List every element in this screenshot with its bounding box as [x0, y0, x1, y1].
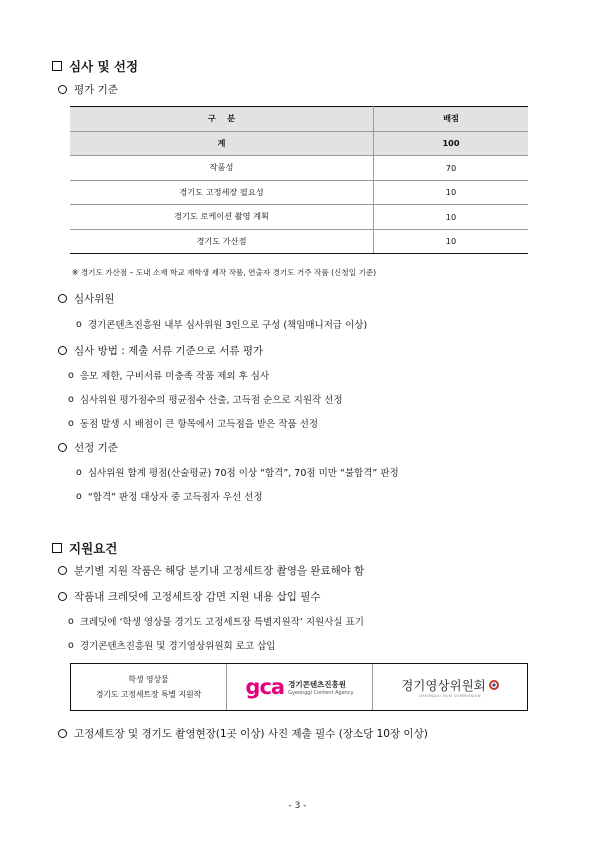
list-item — [68, 614, 364, 628]
gca-logo-mark: gca — [245, 675, 285, 699]
list-item — [68, 392, 343, 406]
circle-bullet-icon — [58, 592, 67, 601]
table-cell-score: 70 — [374, 156, 529, 181]
square-bullet-icon — [52, 61, 62, 71]
requirement-item — [58, 563, 364, 578]
table-row — [70, 180, 528, 205]
list-item-text: 심사위원 합계 평점(산술평균) 70점 이상 “합격”, 70점 미만 “불합격” 판정 — [87, 468, 399, 479]
o-bullet: o — [68, 393, 74, 405]
list-item-text: 응모 제한, 구비서류 미충족 작품 제외 후 심사 — [79, 371, 270, 382]
list-item-text: 동점 발생 시 배점이 큰 항목에서 고득점을 받은 작품 선정 — [79, 419, 319, 430]
o-bullet: o — [68, 369, 74, 381]
list-item — [68, 368, 269, 382]
eval-heading — [58, 82, 118, 97]
credit-logo-box — [70, 663, 528, 711]
section-title: 심사 및 선정 — [69, 59, 139, 74]
criteria-table — [70, 106, 528, 254]
o-bullet: o — [76, 490, 82, 502]
table-cell-item: 작품성 — [70, 156, 374, 181]
list-item-text: 심사위원 평가점수의 평균점수 산출, 고득점 순으로 지원작 선정 — [79, 395, 343, 406]
section-heading-requirements — [52, 539, 117, 557]
table-row — [70, 229, 528, 254]
section-heading-review — [52, 57, 138, 75]
table-cell-item: 경기도 고정세장 필요성 — [70, 180, 374, 205]
o-bullet: o — [76, 318, 82, 330]
circle-bullet-icon — [58, 443, 67, 452]
header-score: 배점 — [374, 107, 529, 132]
circle-bullet-icon — [58, 566, 67, 575]
credit-text-cell — [71, 664, 226, 710]
table-cell-score: 10 — [374, 229, 529, 254]
list-item — [76, 489, 263, 503]
table-cell-item: 계 — [70, 131, 374, 156]
requirement-item — [58, 589, 321, 604]
table-cell-item: 경기도 로케이션 촬영 계획 — [70, 205, 374, 230]
table-cell-score: 100 — [374, 131, 529, 156]
gfc-logo-english: GYEONGGI FILM COMMISSION — [419, 694, 481, 698]
list-item — [68, 416, 318, 430]
method-heading-text: 심사 방법 : 제출 서류 기준으로 서류 평가 — [74, 345, 264, 357]
criteria-heading-text: 선정 기준 — [74, 442, 118, 454]
requirement-item — [58, 726, 428, 741]
circle-bullet-icon — [58, 294, 67, 303]
judges-heading — [58, 291, 115, 306]
o-bullet: o — [68, 417, 74, 429]
gfc-logo-korean: 경기영상위원회 — [401, 678, 486, 693]
list-item-text: 경기콘텐츠진흥원 및 경기영상위원회 로고 삽입 — [79, 641, 276, 652]
requirement-text: 고정세트장 및 경기도 촬영현장(1곳 이상) 사진 제출 필수 (장소당 10장 이상) — [74, 728, 428, 740]
method-heading — [58, 343, 263, 358]
circle-bullet-icon — [58, 346, 67, 355]
requirement-text: 분기별 지원 작품은 해당 분기내 고정세트장 촬영을 완료해야 함 — [74, 565, 365, 577]
o-bullet: o — [68, 615, 74, 627]
circle-bullet-icon — [58, 729, 67, 738]
table-cell-score: 10 — [374, 205, 529, 230]
page-number: - 3 - — [288, 801, 307, 811]
circle-bullet-icon — [58, 85, 67, 94]
list-item-text: “합격” 판정 대상자 중 고득점자 우선 선정 — [87, 492, 263, 503]
table-row — [70, 156, 528, 181]
table-row — [70, 131, 528, 156]
gca-logo — [226, 664, 372, 710]
list-item-text: 크레딧에 ‘학생 영상물 경기도 고정세트장 특별지원작’ 지원사실 표기 — [79, 617, 364, 628]
table-header-row — [70, 107, 528, 132]
table-row — [70, 205, 528, 230]
bonus-note: ※ 경기도 가산점 – 도내 소재 학교 재학생 제작 작품, 연출자 경기도 거주 작품 (신청일 기준) — [72, 268, 377, 277]
header-category: 구 분 — [70, 107, 374, 132]
list-item — [76, 317, 367, 331]
square-bullet-icon — [52, 543, 62, 553]
list-item-text: 경기콘텐츠진흥원 내부 심사위원 3인으로 구성 (책임매니저급 이상) — [87, 320, 368, 331]
criteria-heading — [58, 440, 118, 455]
gca-logo-korean: 경기콘텐츠진흥원 — [288, 679, 347, 689]
table-cell-item: 경기도 가산점 — [70, 229, 374, 254]
requirement-text: 작품내 크레딧에 고정세트장 감면 지원 내용 삽입 필수 — [74, 591, 321, 603]
list-item — [76, 465, 399, 479]
gfc-emblem-icon — [489, 680, 499, 690]
gca-logo-english: Gyeonggi Content Agency — [288, 689, 354, 696]
credit-line-2: 경기도 고정세트장 특별 지원작 — [95, 690, 202, 699]
list-item — [68, 638, 275, 652]
credit-line-1: 학생 영상물 — [128, 675, 169, 684]
section-title: 지원요건 — [69, 541, 118, 556]
o-bullet: o — [68, 639, 74, 651]
o-bullet: o — [76, 466, 82, 478]
gfc-logo — [372, 664, 527, 710]
judges-heading-text: 심사위원 — [74, 293, 115, 305]
eval-heading-text: 평가 기준 — [74, 84, 118, 96]
table-cell-score: 10 — [374, 180, 529, 205]
